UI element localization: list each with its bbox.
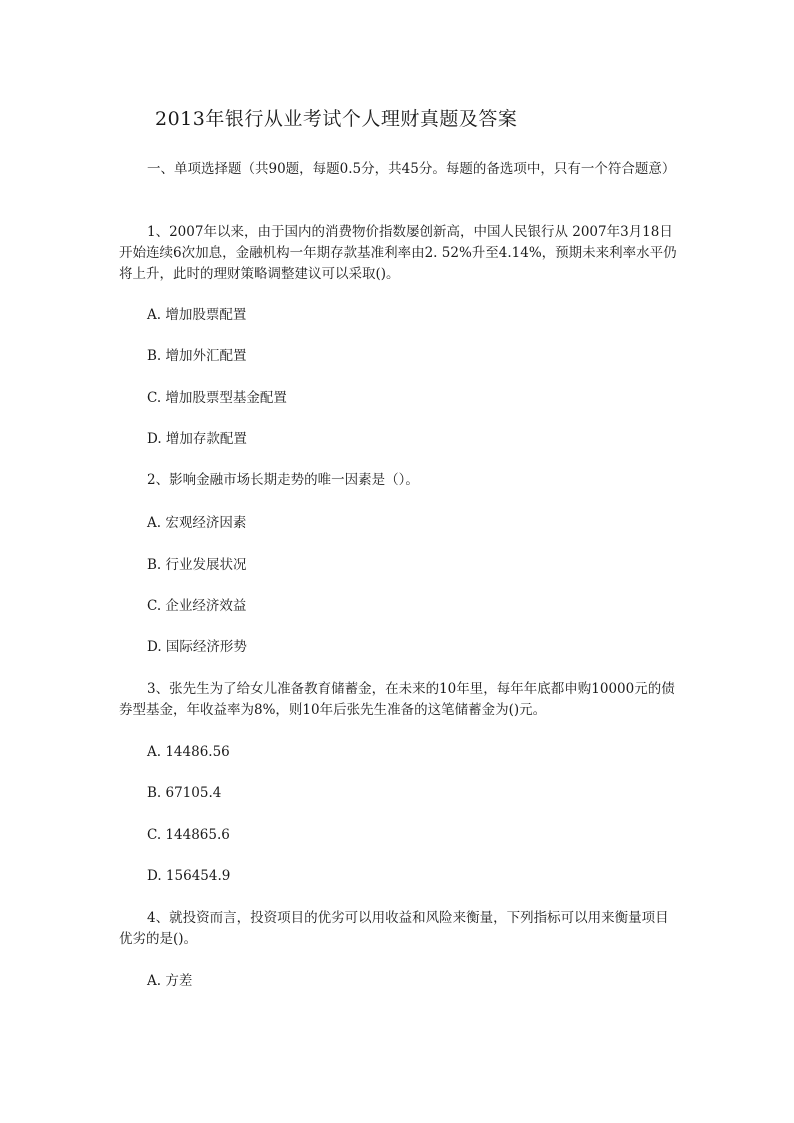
question-2-option-c: C. 企业经济效益 <box>147 598 247 614</box>
document-title: 2013年银行从业考试个人理财真题及答案 <box>155 108 518 130</box>
question-3-stem: 3、张先生为了给女儿准备教育储蓄金，在未来的10年里，每年年底都申购10000元的债券型基金，年收益率为8%，则10年后张先生准备的这笔储蓄金为()元。 <box>119 681 675 718</box>
question-3-option-d: D. 156454.9 <box>147 868 231 884</box>
question-2-option-b: B. 行业发展状况 <box>147 557 247 573</box>
question-1-stem: 1、2007年以来，由于国内的消费物价指数屡创新高，中国人民银行从 2007年3月18日开始连续6次加息，金融机构一年期存款基准利率由2. 52%升至4.14%，预期未来利率水平仍将上升，此时的理财策略调整建议可以采取()。 <box>119 224 677 282</box>
question-2-stem: 2、影响金融市场长期走势的唯一因素是（）。 <box>147 472 419 488</box>
question-1-option-b: B. 增加外汇配置 <box>147 348 247 364</box>
question-1-option-d: D. 增加存款配置 <box>147 431 247 447</box>
question-2-option-a: A. 宏观经济因素 <box>147 515 247 531</box>
question-3-option-c: C. 144865.6 <box>147 827 230 843</box>
question-3-option-b: B. 67105.4 <box>147 785 222 801</box>
question-3-option-a: A. 14486.56 <box>147 744 230 760</box>
question-1-option-a: A. 增加股票配置 <box>147 307 247 323</box>
question-4-option-a: A. 方差 <box>147 973 193 989</box>
section-heading: 一、单项选择题（共90题，每题0.5分，共45分。每题的备选项中，只有一个符合题意） <box>147 161 676 177</box>
question-2-option-d: D. 国际经济形势 <box>147 639 247 655</box>
question-4-stem: 4、就投资而言，投资项目的优劣可以用收益和风险来衡量，下列指标可以用来衡量项目优劣的是()。 <box>119 910 669 947</box>
question-1-option-c: C. 增加股票型基金配置 <box>147 390 287 406</box>
